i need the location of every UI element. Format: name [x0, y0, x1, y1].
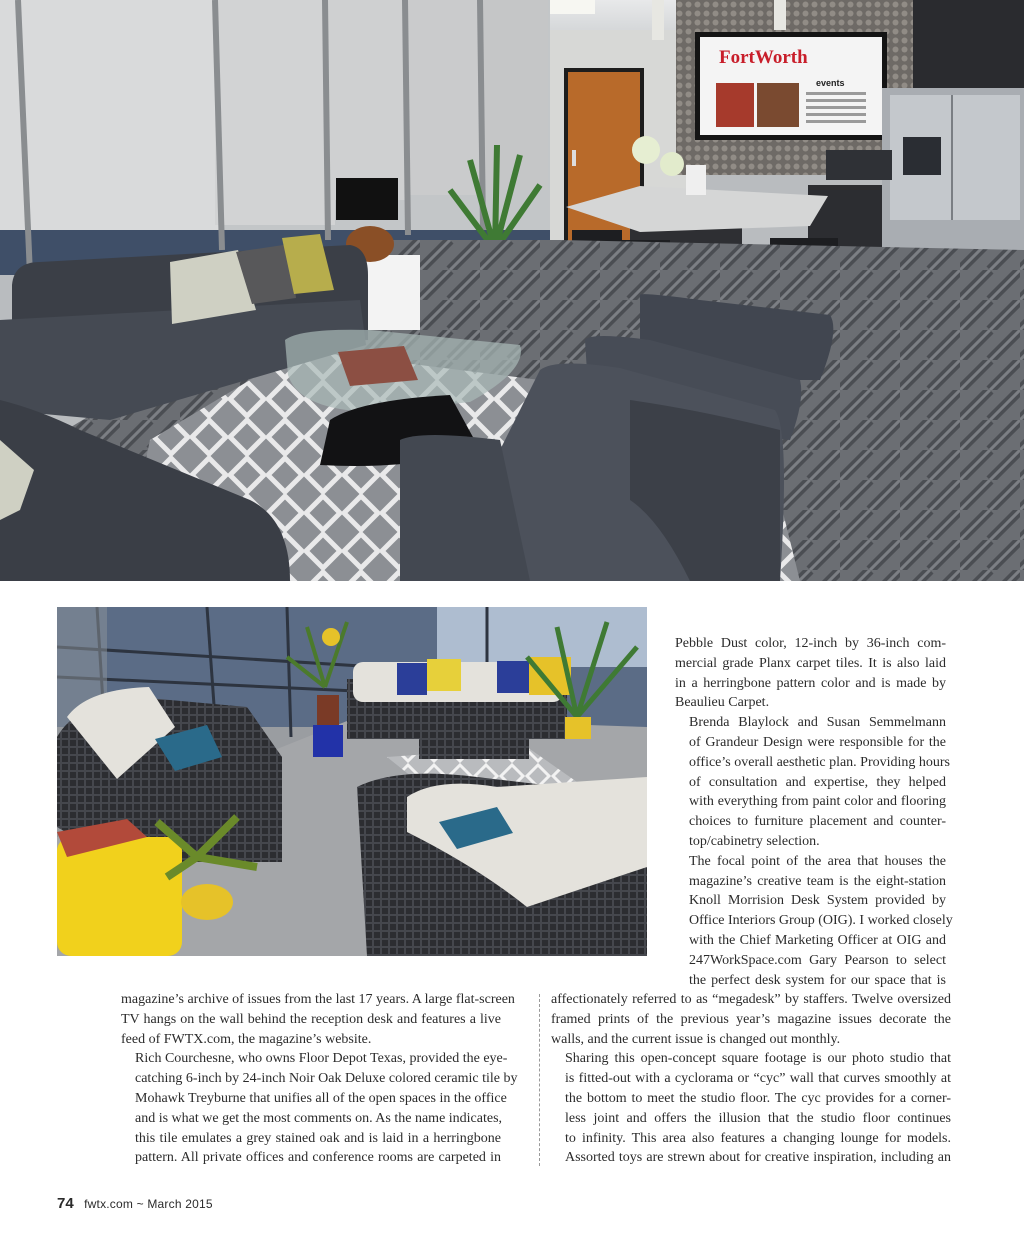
text-line: of Grandeur Design were responsible for the — [689, 734, 946, 750]
text-line: catching 6-inch by 24-inch Noir Oak Deluxe colored ceramic tile by — [135, 1071, 518, 1087]
page-number: 74 — [57, 1195, 74, 1212]
text-line: in a herringbone pattern color and is made by — [675, 675, 946, 691]
text-line: 247WorkSpace.com Gary Pearson to select — [689, 952, 946, 968]
text-line: Knoll Morrision Desk System provided by — [689, 893, 946, 909]
text-line: less joint and offers the illusion that the studio floor continues — [565, 1110, 951, 1126]
paragraph-grandeur-design — [675, 713, 951, 852]
text-line: the perfect desk system for our space that is — [689, 972, 946, 988]
paragraph-megadesk — [675, 852, 953, 991]
text-line: The focal point of the area that houses the — [689, 853, 946, 869]
tv-section-heading: events — [816, 78, 845, 88]
paragraph-photo-studio — [551, 1049, 951, 1168]
text-line: pattern. All private offices and conference rooms are carpeted in — [135, 1150, 501, 1166]
text-line: framed prints of the previous year’s magazine issues decorate the — [551, 1011, 951, 1027]
right-column-upper-text — [675, 634, 953, 990]
text-line: with everything from paint color and flooring — [689, 794, 946, 810]
paragraph-floor-depot — [121, 1049, 518, 1168]
text-line: affectionately referred to as “megadesk” by staffers. Twelve oversized — [551, 992, 951, 1007]
text-line: walls, and the current issue is changed out monthly. — [551, 1031, 841, 1047]
text-line: to infinity. This area also features a changing lounge for models. — [565, 1130, 951, 1146]
text-line: Assorted toys are strewn about for creative inspiration, including an — [565, 1150, 951, 1166]
text-line: office’s overall aesthetic plan. Providing hours — [689, 754, 951, 770]
text-line: Rich Courchesne, who owns Floor Depot Texas, provided the eye- — [135, 1051, 508, 1067]
text-line: Brenda Blaylock and Susan Semmelmann — [689, 715, 946, 731]
paragraph-flat-screen — [121, 990, 515, 1049]
text-line: choices to furniture placement and counter- — [689, 814, 946, 830]
text-line: feed of FWTX.com, the magazine’s website. — [121, 1031, 372, 1047]
text-line: with the Chief Marketing Officer at OIG and — [689, 932, 946, 948]
right-column-lower-text — [551, 990, 951, 1168]
patio-photo — [57, 607, 647, 956]
left-column-lower-text — [121, 990, 518, 1168]
text-line: the bottom to meet the studio floor. The cyc provides for a corner- — [565, 1090, 951, 1106]
text-line: magazine’s archive of issues from the last 17 years. A large flat-screen — [121, 992, 515, 1007]
text-line: mercial grade Planx carpet tiles. It is also laid — [675, 655, 946, 671]
text-line: this tile emulates a grey stained oak and is laid in a herringbone — [135, 1130, 501, 1146]
text-line: top/cabinetry selection. — [689, 833, 820, 849]
text-line: Sharing this open-concept square footage is our photo studio that — [565, 1051, 951, 1067]
lounge-photo — [0, 0, 1024, 581]
page-footer — [57, 1195, 213, 1213]
text-line: Mohawk Treyburne that unifies all of the open spaces in the office — [135, 1090, 507, 1106]
text-line: of consultation and expertise, they helped — [689, 774, 946, 790]
text-line: is fitted-out with a cyclorama or “cyc” wall that curves smoothly at — [565, 1071, 951, 1087]
paragraph-prints — [551, 990, 951, 1049]
text-line: Pebble Dust color, 12-inch by 36-inch com- — [675, 636, 946, 651]
paragraph-carpet — [675, 634, 946, 713]
text-line: magazine’s creative team is the eight-station — [689, 873, 946, 889]
text-line: Office Interiors Group (OIG). I worked closely — [689, 913, 953, 929]
column-divider — [539, 994, 540, 1166]
text-line: and is what we get the most comments on. As the name indicates, — [135, 1110, 503, 1126]
text-line: TV hangs on the wall behind the reception desk and features a live — [121, 1011, 501, 1027]
footer-site-issue: fwtx.com ~ March 2015 — [84, 1197, 213, 1211]
tv-masthead: FortWorth — [719, 47, 808, 68]
text-line: Beaulieu Carpet. — [675, 695, 770, 711]
